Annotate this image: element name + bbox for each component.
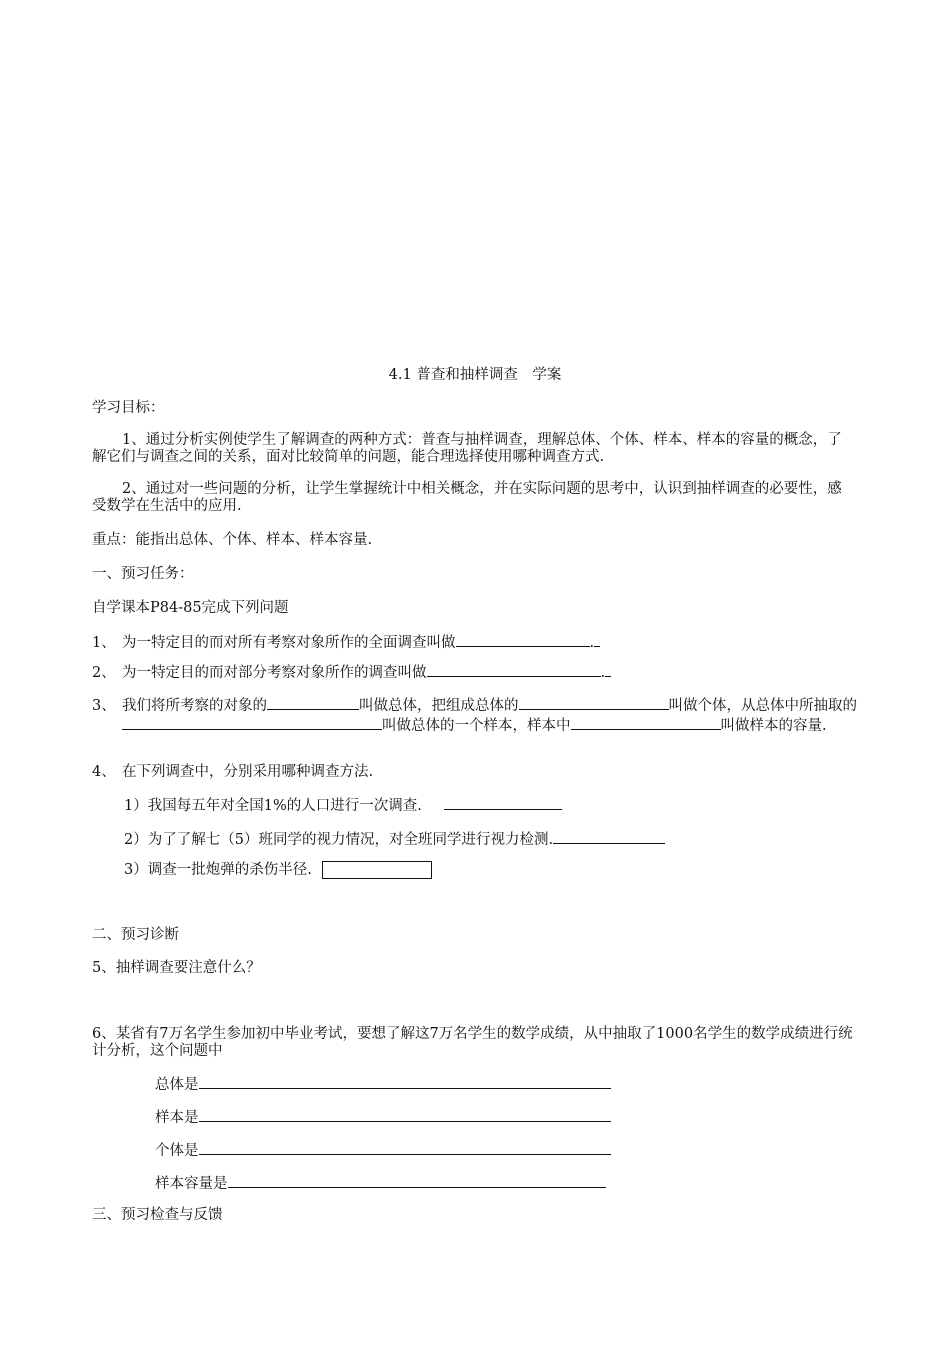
answer-box[interactable] [322, 861, 432, 879]
objective-2: 2、通过对一些问题的分析，让学生掌握统计中相关概念，并在实际问题的思考中，认识到抽样调查的必要性，感受数学在生活中的应用. [92, 481, 842, 514]
document-title: 4.1 普查和抽样调查 学案 [388, 367, 562, 383]
question-text-b: 叫做总体，把组成总体的 [359, 698, 519, 714]
q6-sample-row [155, 1107, 611, 1127]
key-point: 重点：能指出总体、个体、样本、样本容量. [92, 532, 373, 548]
question-number: 2、 [92, 665, 116, 681]
answer-blank-sample-size[interactable] [228, 1173, 606, 1188]
question-4-item-1 [124, 795, 562, 815]
section-1-heading: 一、预习任务： [92, 566, 194, 582]
answer-blank[interactable] [456, 632, 590, 647]
question-1 [92, 632, 600, 652]
period: . [589, 635, 595, 651]
question-5: 5、抽样调查要注意什么？ [92, 960, 261, 976]
period: . [600, 665, 606, 681]
section-2-heading: 二、预习诊断 [92, 927, 179, 943]
question-3 [92, 695, 884, 735]
answer-blank-tail [605, 662, 611, 677]
question-text: 为一特定目的而对部分考察对象所作的调查叫做 [122, 665, 427, 681]
item-text: 2）为了了解七（5）班同学的视力情况，对全班同学进行视力检测. [124, 832, 554, 848]
answer-blank[interactable] [427, 662, 601, 677]
section-3-heading: 三、预习检查与反馈 [92, 1207, 223, 1223]
self-study-instruction: 自学课本P84-85完成下列问题 [92, 600, 289, 616]
label: 总体是 [155, 1077, 199, 1093]
question-4 [92, 763, 373, 781]
answer-blank-total[interactable] [267, 695, 359, 710]
answer-blank-sample-size[interactable] [571, 715, 721, 730]
objective-1: 1、通过分析实例使学生了解调查的两种方式：普查与抽样调查，理解总体、个体、样本、样本的容量的概念，了解它们与调查之间的关系，面对比较简单的问题，能合理选择使用哪种调查方式. [92, 432, 842, 465]
question-text: 在下列调查中，分别采用哪种调查方法. [122, 764, 374, 780]
q6-population-row [155, 1074, 611, 1094]
answer-blank-tail [594, 632, 600, 647]
answer-blank[interactable] [553, 829, 665, 844]
item-text: 1）我国每五年对全国1%的人口进行一次调查. [124, 798, 422, 814]
question-6: 6、某省有7万名学生参加初中毕业考试，要想了解这7万名学生的数学成绩，从中抽取了1000名学生的数学成绩进行统计分析，这个问题中 [92, 1026, 853, 1059]
question-text-e: 叫做样本的容量. [720, 718, 827, 734]
item-text: 3）调查一批炮弹的杀伤半径. [124, 862, 312, 878]
question-number: 4、 [92, 764, 116, 780]
question-4-item-3 [124, 861, 432, 879]
answer-blank-population[interactable] [199, 1074, 611, 1089]
q6-sample-size-row [155, 1173, 606, 1193]
answer-blank-sample[interactable] [199, 1107, 611, 1122]
label: 个体是 [155, 1143, 199, 1159]
q6-individual-row [155, 1140, 611, 1160]
question-number: 3、 [92, 698, 116, 714]
question-4-item-2 [124, 829, 665, 849]
question-text-c: 叫做个体，从总体中所抽取的 [668, 698, 857, 714]
question-text: 为一特定目的而对所有考察对象所作的全面调查叫做 [122, 635, 456, 651]
objectives-heading: 学习目标： [92, 400, 165, 416]
answer-blank-sample[interactable] [122, 715, 382, 730]
label: 样本是 [155, 1110, 199, 1126]
question-number: 1、 [92, 635, 116, 651]
question-text-a: 我们将所考察的对象的 [122, 698, 267, 714]
question-text-d: 叫做总体的一个样本，样本中 [382, 718, 571, 734]
answer-blank-individual[interactable] [199, 1140, 611, 1155]
answer-blank[interactable] [444, 795, 562, 810]
question-2 [92, 662, 611, 682]
answer-blank-individual[interactable] [519, 695, 669, 710]
label: 样本容量是 [155, 1176, 228, 1192]
